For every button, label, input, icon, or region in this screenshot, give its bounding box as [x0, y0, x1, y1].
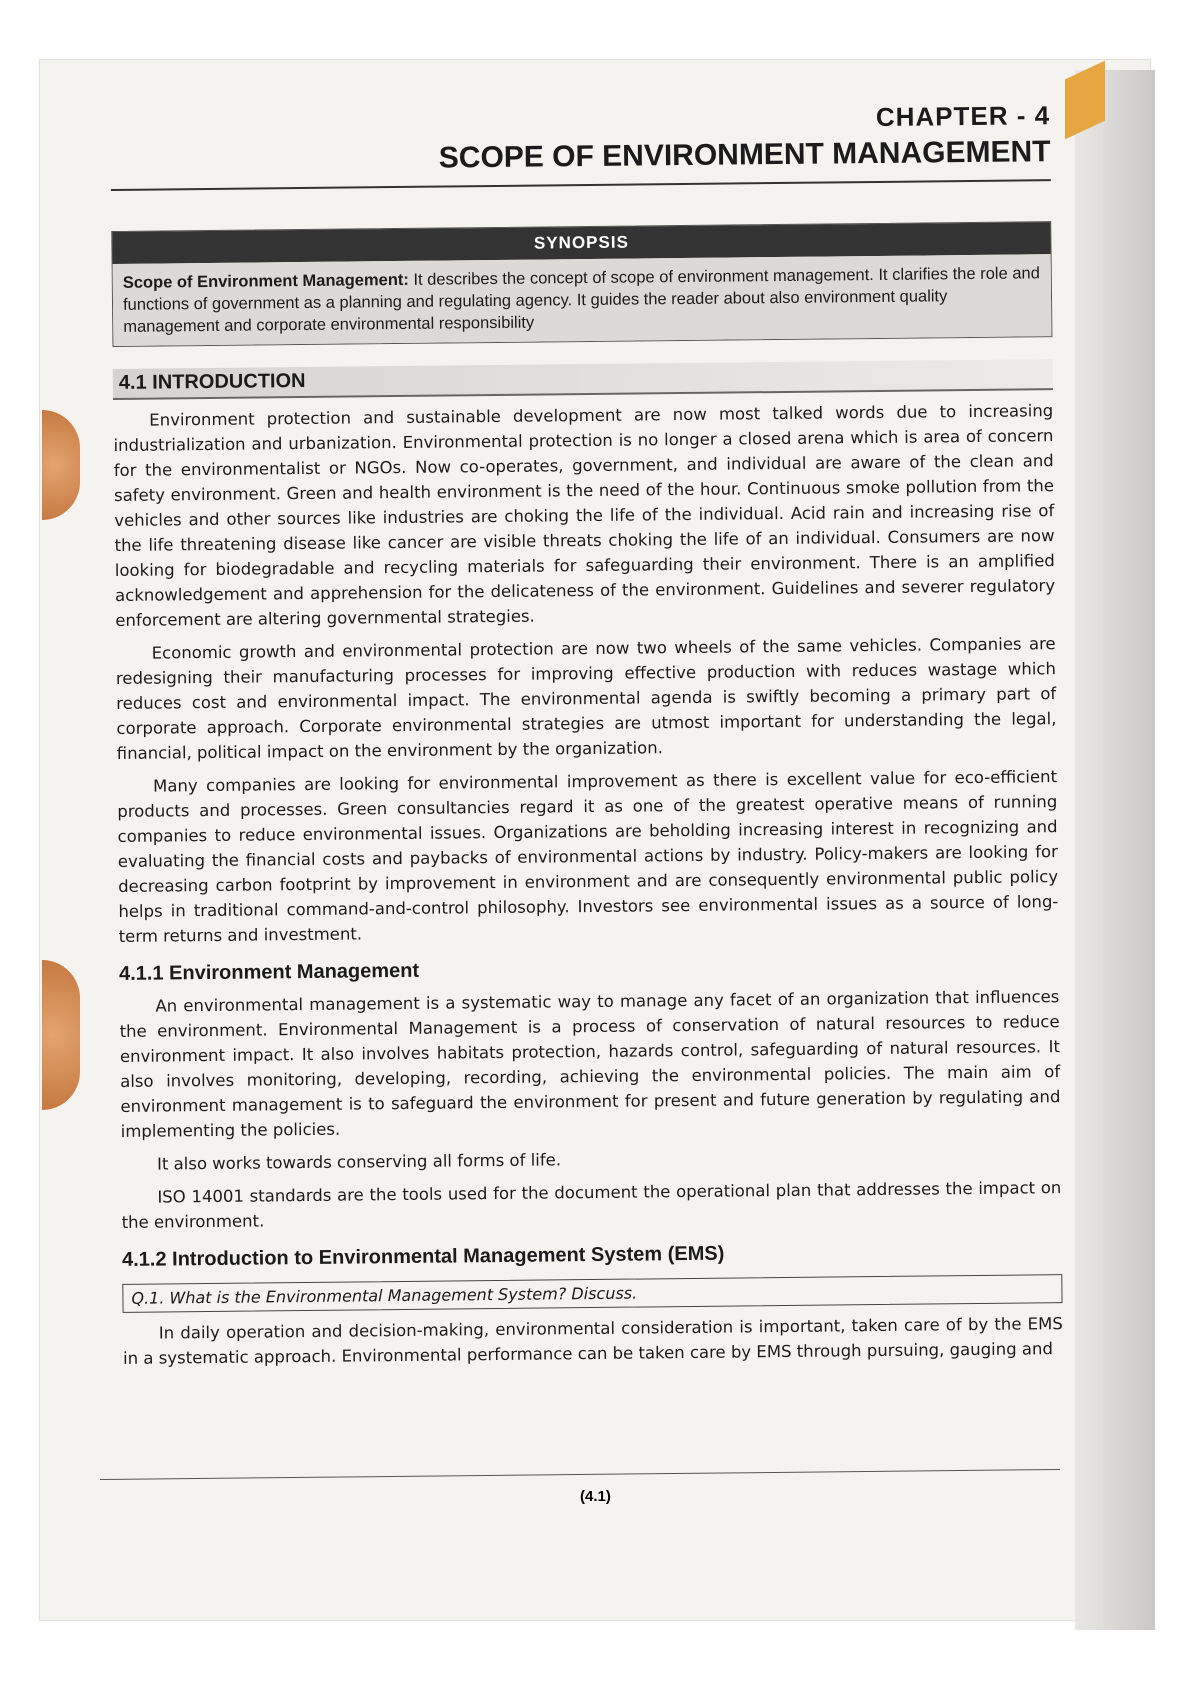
page-content: [110, 100, 1063, 1371]
chapter-title: SCOPE OF ENVIRONMENT MANAGEMENT: [110, 135, 1050, 191]
section-heading-introduction: 4.1 INTRODUCTION: [113, 359, 1053, 400]
synopsis-lead: Scope of Environment Management:: [122, 270, 409, 292]
question-box: Q.1. What is the Environmental Management System? Discuss.: [122, 1274, 1062, 1313]
synopsis-body-text: It describes the concept of scope of environment management. It clarifies the role and functions of government as a planning and regulating agency. It guides the reader about also environment quality management and corporate environmental responsibility: [122, 264, 1040, 336]
subsection-heading-ems: 4.1.2 Introduction to Environmental Management System (EMS): [121, 1242, 725, 1271]
env-management-paragraph: An environmental management is a systematic way to manage any facet of an organization that influences the environment. Environmental Management is a process of conservation of natural resources to reduce environment impact. It also involves habitats protection, hazards control, safeguarding of natural resources. It also involves monitoring, developing, recording, achieving the environmental policies. The main aim of environment management is to safeguard the environment for present and future generation by regulating and implementing the policies.: [119, 987, 1061, 1141]
intro-paragraph: Economic growth and environmental protection are now two wheels of the same vehicles. Companies are redesigning their manufacturing processes for improving effective production with reduces wastage which reduces cost and environmental impact. The environmental agenda is swiftly becoming a primary part of corporate approach. Corporate environmental strategies are utmost important for understanding the legal, financial, political impact on the environment by the organization.: [115, 634, 1057, 763]
synopsis-heading: SYNOPSIS: [112, 222, 1050, 264]
env-management-paragraph: ISO 14001 standards are the tools used for the document the operational plan that addresses the impact on the environment.: [121, 1178, 1062, 1232]
subsection-heading-environment-management: 4.1.1 Environment Management: [118, 959, 420, 985]
ems-paragraph: In daily operation and decision-making, environmental consideration is important, taken care of by the EMS in a systematic approach. Environmental performance can be taken care by EMS through pursuing, gauging and: [122, 1314, 1063, 1368]
intro-paragraph: Environment protection and sustainable development are now most talked words due to increasing industrialization and urbanization. Environmental protection is no longer a closed arena which is area of concern for the environmentalist or NGOs. Now co-operates, government, and individual are aware of the clean and safety environment. Green and health environment is the need of the hour. Continuous smoke pollution from the vehicles and other sources like industries are choking the life of the individual. Acid rain and increasing rise of the life threatening disease like cancer are visible threats choking the life of an individual. Consumers are now looking for biodegradable and recycling materials for safeguarding their environment. There is an amplified acknowledgement and apprehension for the delicateness of the environment. Guidelines and severer regulatory enforcement are altering governmental strategies.: [113, 401, 1056, 630]
chapter-label: CHAPTER - 4: [875, 100, 1051, 132]
env-management-paragraph: It also works towards conserving all forms of life.: [156, 1150, 562, 1174]
thumb-bottom: [42, 960, 80, 1110]
synopsis-box: [111, 221, 1052, 347]
intro-paragraph: Many companies are looking for environmental improvement as there is excellent value for eco-efficient products and processes. Green consultancies regard it as one of the greatest operative means of running companies to reduce environmental issues. Organizations are beholding increasing interest in recognizing and evaluating the financial costs and paybacks of environmental actions by industry. Policy-makers are looking for decreasing carbon footprint by improvement in environment and are consequently environmental public policy helps in traditional command-and-control philosophy. Investors see environmental issues as a source of long-term returns and investment.: [117, 767, 1059, 946]
page-number: (4.1): [580, 1488, 611, 1505]
adjacent-page-edge: [1075, 70, 1155, 1630]
synopsis-text: [113, 254, 1052, 346]
